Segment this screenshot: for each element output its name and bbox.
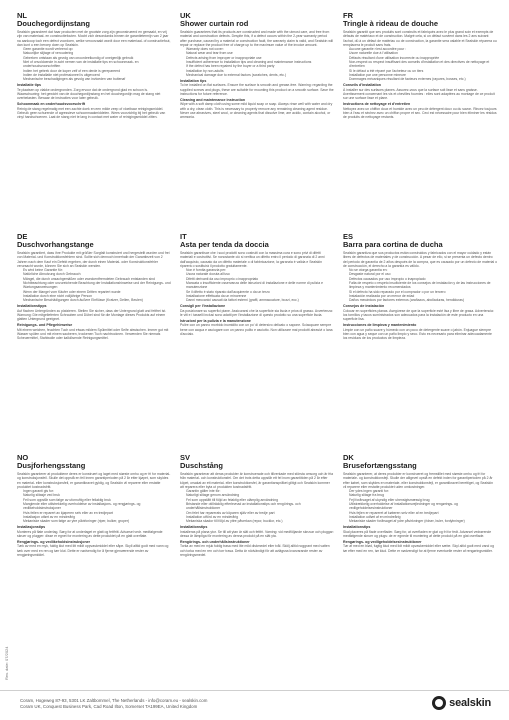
cleaning-heading: Istruzioni per la pulizia e la manutenzione — [180, 318, 251, 323]
list-item: • Mechanische beschadigingen als gevolg van invloeden van buitenaf — [23, 77, 171, 81]
list-item: • Defects arising from improper or inappropriate use — [186, 56, 334, 60]
cleaning-heading: Cleaning and maintenance instruction — [180, 97, 246, 102]
language-code: DK — [343, 454, 354, 462]
list-item: • Installation par une personne mineure — [349, 73, 497, 77]
list-item: • Usura naturale dovuta all'uso — [186, 272, 334, 276]
list-item: • No se otorga garantía en: — [349, 268, 497, 272]
cleaning-text: Torka av med en mjuk fuktig trasa med lite mild diskmedel eller tvål. Skölj alltid noggrant med vatten och torka med en ren och torr trasa. Detta är nödvändigt för att avlägsna kvarvarande rester av rengöringsmedel. — [180, 544, 330, 557]
list-item: • Garantin gäller inte för: — [186, 489, 334, 493]
list-item: • Naturlig slitage fra brug — [349, 493, 497, 497]
brand-name: sealskin — [449, 697, 491, 709]
language-code: NO — [17, 454, 29, 462]
language-code: IT — [180, 233, 187, 241]
section-title: Brusefortængsstang — [343, 461, 417, 470]
installation-text: Da posizionare su superfici piane. Assicurarsi che la superficie sia liscia e priva di grasso. Avvertenza: le viti e i tasselli inclusi sono adatti per l'installazione di questo prodotto su una superficie liscia. — [180, 308, 333, 317]
list-item: • Es wird keine Garantie für: — [23, 268, 171, 272]
list-item: • Ingen garanti gis for: — [23, 489, 171, 493]
language-code: NL — [17, 12, 27, 20]
warranty-text: Sealskin garantisce che i suoi prodotti sono costruiti con la massima cura e sono privi di difetti materiali e costruttivi. Se nonostante ciò si verifica un difetto entro il periodo di garanzia di 2 anni dall'acquisto, causato da un difetto materiale o di fabbricazione, la garanzia è valida e Sealskin riparerà o sostituirà il prodotto gratuitamente. — [180, 251, 325, 268]
installation-heading: Installationstipps — [17, 304, 47, 309]
list-item: • Si le défaut a été réparé par l'acheteur ou un tiers — [349, 69, 497, 73]
list-item: • Naturligt slitage genom användning — [186, 493, 334, 497]
list-item: • Non è fornita garanzia per: — [186, 268, 334, 272]
list-item: • Si el defecto ha sido reparado por el comprador o por un tercero — [349, 290, 497, 294]
list-item: • Indien de installatie niet professioneel is uitgevoerd — [23, 73, 171, 77]
cleaning-heading: Rengørings- og vedligeholdelsesinstruktioner — [343, 539, 422, 544]
row-1 — [17, 12, 497, 227]
installation-heading: Installationstips — [180, 525, 208, 530]
list-item: • Dommages mécaniques résultant de facteurs externes (rayures, bosses, etc.) — [349, 77, 497, 81]
installation-heading: Installation tips — [180, 78, 207, 83]
section-title: Duschstång — [180, 461, 223, 470]
warranty-text: Sealskin garantit que ses produits sont construits et fabriqués avec le plus grand soin et exempts de défauts de matériaux et de construction. Malgré cela, si un défaut survient dans les 2 ans suivant l'achat, dû à un défaut de matériau ou de construction, la garantie sera valable et Sealskin réparera ou remplacera le produit sans frais. — [343, 30, 497, 47]
list-item: • Wenn der Mangel vom Käufer oder einem Dritten repariert wurde — [23, 290, 171, 294]
language-code: DE — [17, 233, 28, 241]
list-item: • Falta de respeto o respeto insuficiente de los consejos de instalación y de las instrucciones de limpieza y mantenimiento recomendados — [349, 281, 497, 290]
list-item: • Installation durch eine nicht volljährige Person — [23, 294, 171, 298]
section-de — [17, 233, 171, 448]
language-code: UK — [180, 12, 191, 20]
list-item: • Hvis feilen er reparert av kjøperen selv eller av en tredjepart — [23, 511, 171, 515]
cleaning-heading: Rengörings- och underhållsinstruktioner — [180, 539, 250, 544]
installation-text: Colocar en superficies planas. Asegúrese de que la superficie esté lisa y libre de grasa. Advertencia: los tornillos y tacos suministrados son adecuados para la instalación de este producto en una superficie lisa. — [343, 308, 494, 322]
list-item: • Mekaniske skader forårsaget af ydre påvirkninger (ridser, buler, fordybninger) — [349, 519, 497, 523]
cleaning-text: Tør af med en blød, fugtig klud med lidt mildt opvaskemiddel eller sæbe. Skyl altid godt med vand og tør efter med en ren, tør klud. Dette er nødvendigt for at fjerne eventuelle rester af rengøringsmidler. — [343, 544, 494, 553]
section-title: Dusjforhengsstang — [17, 461, 86, 470]
warranty-exclusions — [17, 268, 171, 302]
list-item: • Fel som uppstått till följd av felaktig eller olämplig användning — [186, 498, 334, 502]
installation-heading: Consejos de instalación — [343, 304, 385, 309]
section-title: Douchegordijnstang — [17, 19, 90, 28]
list-item: • Defectos causados por uso impropio o inapropiado — [349, 277, 497, 281]
list-item: • Danni meccanici causati da fattori esterni (graffi, ammaccature, bozzi, ecc.) — [186, 298, 334, 302]
list-item: • Geen garantie wordt verleend op: — [23, 47, 171, 51]
list-item: • Non-respect ou respect insuffisant des conseils d'installation et des directives de nettoyage et d'entretien — [349, 60, 497, 69]
installation-text: Auf flachen Untergründen zu platzieren. Stellen Sie sicher, dass der Untergrund glatt und fettfrei ist. Warnung: Die mitgelieferten Schrauben und Dübel sind für die Montage dieses Produkts auf einem glatten Untergrund geeignet. — [17, 308, 167, 322]
list-item: • Desgaste natural por el uso — [349, 272, 497, 276]
installation-text: To be installed on flat surfaces. Ensure the surface is smooth and grease-free. Warning: regarding the supplied screws and plugs, these are suitable for mounting this product on a smooth surface. Save the instructions for future reference. — [180, 83, 334, 96]
section-sv — [180, 454, 334, 669]
list-item: • Aucune garantie n'est accordée pour : — [349, 47, 497, 51]
list-item: • Natuurlijke slijtage of veroudering — [23, 51, 171, 55]
warranty-text: Sealskin garantiza que sus productos están construidos y fabricados con el mayor cuidado y están libres de defectos de materiales y de construcción. A pesar de ello, si se presenta un defecto dentro del periodo de garantía de 2 años después de la compra, que es causado por un defecto de material o de construcción, el derecho a la garantía es válido. — [343, 251, 497, 268]
list-item: • Mancata o insufficiente osservanza delle istruzioni di installazione e delle norme di pulizia e manutenzione — [186, 281, 334, 290]
installation-heading: Installasjonstips — [17, 525, 46, 530]
list-item: • Niet of onvoldoende in acht nemen van de installatie tips en schoonmaak- en onderhoudsvoorschriften — [23, 60, 171, 69]
address-nl: Coram, Hogeweg 87-93, 5301 LK Zaltbommel, The Netherlands - info@coram.eu - sealskin.com — [20, 698, 208, 703]
cleaning-heading: Instrucciones de limpieza y mantenimiento — [343, 323, 417, 328]
language-code: FR — [343, 12, 353, 20]
language-code: SV — [180, 454, 191, 462]
warranty-exclusions — [343, 47, 497, 81]
warranty-exclusions — [17, 47, 171, 81]
list-item: • Natürliche Abnutzung durch Gebrauch — [23, 272, 171, 276]
address-uk: Coram UK, Conquest Business Park, Cad Road Ilton, Somerset TA199EA, United Kingdom — [20, 704, 198, 709]
list-item: • Utilstrækkelig overholdelse af installationsvejledninger og rengørings- og vedligeholdelsesinstruktioner — [349, 502, 497, 511]
warranty-text: Sealskin garandeert dat haar producten met de grootste zorg zijn geconstrueerd en gemaakt, en vrij zijn van materiaal- en constructiefouten. Mocht zich desondanks binnen de garantietermijn van 2 jaar na aankoop toch een defect voordoen, welke veroorzaakt wordt door een materiaal- of constructiefout, dan kunt u een beroep doen op Sealskin. — [17, 30, 171, 47]
list-item: • Mechanische Beschädigungen durch äußere Einflüsse (Kratzer, Dellen, Beulen) — [23, 298, 171, 302]
section-fr — [343, 12, 497, 227]
warranty-exclusions — [343, 268, 497, 302]
warranty-text: Sealskin garantiert, dass ihre Produkte mit größter Sorgfalt konstruiert und hergestellt wurden und frei von Material- und Konstruktionsfehlern sind. Sollte sich dennoch innerhalb der Garantiezeit von 2 Jahren nach dem Kauf ein Defekt ergeben, der durch einen Material- oder Konstruktionsfehler verursacht wurde, können Sie sich an Sealskin wenden. — [17, 251, 170, 268]
warranty-exclusions — [180, 47, 334, 77]
list-item: • Se il difetto è stato riparato dall'acquirente o da un terzo — [186, 290, 334, 294]
section-it — [180, 233, 334, 448]
warranty-exclusions — [17, 489, 171, 523]
cleaning-heading: Schoonmaak en onderhoudsvoorschrift — [17, 102, 86, 107]
footer — [0, 690, 509, 720]
list-item: • Bristande eller otillräcklig efterlevnad av installationstips och rengörings- och underhållsinstruktioner — [186, 502, 334, 511]
list-item: • Der ydes ingen garanti for: — [349, 489, 497, 493]
installation-text: Monteres på flate underlag. Sørg for at underlaget er glatt og fettfritt. Advarsel vedr. medfølgende skruer og plugger: disse er egnet for montering av dette produktet på en glatt overflate. — [17, 529, 163, 538]
section-uk — [180, 12, 334, 227]
list-item: • Installation utförd av en minderårig — [186, 515, 334, 519]
footer-divider — [0, 690, 509, 691]
list-item: • Daños mecánicos por factores externos (arañazos, abolladuras, hendiduras) — [349, 298, 497, 302]
list-item: • Installation by non-adults — [186, 69, 334, 73]
installation-text: Skal placeres på flade overflader. Sørg for, at overfladen er glat og fri for fedt. Advarsel vedrørende medfølgende skruer og plugs: de er egnede til montering af dette produkt på en glat overflade. — [343, 529, 492, 538]
section-title: Asta per tenda da doccia — [180, 240, 269, 249]
list-item: • Natural wear and tear from use — [186, 51, 334, 55]
list-item: • Installazione effettuata da un minorenne — [186, 294, 334, 298]
footer-addresses — [20, 698, 207, 710]
warranty-exclusions — [180, 268, 334, 302]
installation-heading: Consigli per l'installazione — [180, 304, 226, 309]
cleaning-text: Wipe with a soft damp cloth using some mild liquid soap or soap. Always rinse well with water and dry with a dry, clean cloth. This is necessary to properly remove any remaining cleaning agent residue. Never use abrasives, steel wool, or cleaning agents that dissolve lime, are acidic, contain alcohol, or ammonia. — [180, 102, 333, 120]
list-item: • Nichtbeachtung oder unzureichende Beachtung der Installationshinweise und der Reinigungs- und Wartungsanweisungen — [23, 281, 171, 290]
list-item: • If the defect has been repaired by the buyer or a third party — [186, 64, 334, 68]
list-item: • Gebreken ontstaan als gevolg van onoordeelkundig of oneigenlijk gebruik — [23, 56, 171, 60]
list-item: • Hvis fejlen er repareret af køberen selv eller af en tredjepart — [349, 511, 497, 515]
row-2 — [17, 233, 497, 448]
section-title: Duschvorhangstange — [17, 240, 94, 249]
cleaning-text: Reinig de stang regelmatig met een zachte doek en een milde zeep of vloeibaar reinigingsmiddel. Gebruik geen schurende of agressieve schoonmaakmiddelen. Wees voorzichtig bij het gebruik van vinyl handschoenen. Laat de stang niet te lang in contact met water of reinigingsmiddel zitten. — [17, 106, 166, 120]
warranty-exclusions — [343, 489, 497, 523]
list-item: • Insufficient adherence to installation tips and cleaning and maintenance instructions — [186, 60, 334, 64]
section-title: Shower curtain rod — [180, 19, 249, 28]
warranty-exclusions — [180, 489, 334, 523]
warranty-text: Sealskin guarantees that its products are constructed and made with the utmost care, and free from material and construction defects. Despite this, if a defect occurs within the 2-year warranty period after purchase, caused by a material or construction fault, the warranty claim is valid, and Sealskin will repair or replace the product free of charge up to the maximum value of the invoice amount. — [180, 30, 334, 47]
list-item: • Indien het gebrek door de koper zelf of een derde is gerepareerd — [23, 69, 171, 73]
list-item: • Usure naturelle due à l'utilisation — [349, 51, 497, 55]
warranty-text: Sealskin garanterar att deras produkter är konstruerade och tillverkade med största omsorg och är fria från material- och konstruktionsfel. Om det trots detta uppstår ett fel inom garantitiden på 2 år efter köpet, orsakat av ett material- eller konstruktionsfel, är garantianspråket giltigt och Sealskin kommer att reparera eller byta ut produkten kostnadsfritt. — [180, 472, 334, 489]
list-item: • Fejl forårsaget af ukyndig eller uhensigtsmæssig brug — [349, 498, 497, 502]
list-item: • Mängel, die durch unsachgemäßen oder zweckentfremdeten Gebrauch entstanden sind — [23, 277, 171, 281]
cleaning-text: Limpie con un paño suave y húmedo con un poco de detergente suave o jabón. Enjuague siempre bien con agua y seque con un paño limpio y seco. Esto es necesario para eliminar adecuadamente los residuos de los productos de limpieza. — [343, 327, 492, 341]
list-item: • Feil som oppstår som følge av ufornuftig eller feilaktig bruk — [23, 498, 171, 502]
section-dk — [343, 454, 497, 669]
warranty-text: Sealskin garanterer at produktene deres er konstruert og laget med største omhu og er fri for material- og konstruksjonsfeil. Skulle det oppstå en feil innen garantiperioden på 2 år etter kjøpet, som skyldes en material- eller konstruksjonsfeil, er garantikravet gyldig, og Sealskin vil reparere eller erstatte produktet kostnadsfritt. — [17, 472, 171, 489]
list-item: • Om felet har reparerats av köparen själv eller av tredje part — [186, 511, 334, 515]
warranty-text: Sealskin garanterer, at deres produkter er konstrueret og fremstillet med største omhu og fri for materiale- og konstruktionsfejl. Skulle der alligevel opstå en defekt inden for garantiperioden på 2 år efter købet, som skyldes en materiale- eller konstruktionsfejl, er garantikravet berettiget, og Sealskin vil reparere eller erstatte produktet uden omkostninger. — [343, 472, 494, 489]
sealskin-logo-icon — [432, 696, 446, 710]
language-code: ES — [343, 233, 354, 241]
installation-heading: Installatie tips — [17, 83, 41, 88]
section-title: Tringle à rideau de douche — [343, 19, 439, 28]
installation-text: Installeras på plana ytor. Se till att ytan är slät och fettfri. Varning: vid medföljande skruvar och pluggar: dessa är lämpliga för montering av denna produkt på en slät yta. — [180, 529, 334, 538]
revision-date: Rev. date: 07/2024 — [4, 646, 9, 680]
cleaning-text: Tørk av med en myk, fuktig klut med litt mildt oppvaskmiddel eller såpe. Skyll alltid godt med vann og tørk over med en ren og tørr klut. Dette er nødvendig for å fjerne gjenværende rester av rengjøringsmiddel. — [17, 544, 169, 557]
list-item: • Installation udført af en mindreårig — [349, 515, 497, 519]
cleaning-heading: Reinigungs- und Pflegehinweise — [17, 323, 73, 328]
section-nl — [17, 12, 171, 227]
section-es — [343, 233, 497, 448]
list-item: • Défauts résultant d'une utilisation incorrecte ou inappropriée — [349, 56, 497, 60]
section-title: Barra para cortina de ducha — [343, 240, 443, 249]
installation-heading: Installationstips — [343, 525, 371, 530]
list-item: • Difetti derivanti da uso improprio o inappropriato — [186, 277, 334, 281]
brand-logo — [432, 696, 491, 710]
section-no — [17, 454, 171, 669]
cleaning-text: Nettoyez avec un chiffon doux et humide avec un peu de détergent doux ou du savon. Rincez toujours bien à l'eau et séchez avec un chiffon propre et sec. Ceci est nécessaire pour bien éliminer les résidus de produits de nettoyage restants. — [343, 106, 497, 120]
row-3 — [17, 454, 497, 669]
language-grid — [17, 12, 497, 669]
list-item: • Mekaniska skador till följd av yttre påverkan (repor, bucklor, etc.) — [186, 519, 334, 523]
installation-heading: Conseils d'installation — [343, 83, 381, 88]
cleaning-text: Pulire con un panno morbido inumidito con un po' di detersivo delicato o sapone. Sciacquare sempre bene con acqua e asciugare con un panno pulito e asciutto. Non utilizzare mai prodotti abrasivi o lana d'acciaio. — [180, 323, 333, 336]
cleaning-heading: Rengjørings- og vedlikeholdsinstruksjoner — [17, 539, 91, 544]
cleaning-text: Mit einem weichen, feuchten Tuch und etwas mildem Spülmittel oder Seife abwischen. Immer gut mit Wasser spülen und mit einem sauberen, trockenen Tuch nachtrocknen. Verwenden Sie niemals Scheuermittel, Stahlwolle oder kalklösende Reinigungsmittel. — [17, 327, 169, 341]
list-item: • Installasjon utført av en mindreårig — [23, 515, 171, 519]
cleaning-heading: Instructions de nettoyage et d'entretien — [343, 102, 411, 107]
list-item: • Manglende eller utilstrekkelig overholdelse av installasjons- og rengjørings- og vedlikeholdsinstruksjoner — [23, 502, 171, 511]
list-item: • Instalación realizada por un menor de edad — [349, 294, 497, 298]
list-item: • Mekaniske skader som følge av ytre påvirkninger (riper, bulker, groper) — [23, 519, 171, 523]
list-item: • Mechanical damage due to external factors (scratches, dents, etc.) — [186, 73, 334, 77]
list-item: • Naturlig slitasje ved bruk — [23, 493, 171, 497]
installation-text: À installer sur des surfaces planes. Assurez-vous que la surface soit lisse et sans graisse. Avertissement concernant les vis et chevilles fournies : elles sont adaptées au montage de ce produit sur une surface lisse et plane. — [343, 87, 495, 101]
installation-text: Te plaatsen op vlakke ondergronden. Zorg ervoor dat de ondergrond glad en schoon is. Waarschuwing: het gewicht van de douchegordijnstang en het douchegordijn mag de stang niet overbelasten. Bewaar de instructies voor later gebruik. — [17, 87, 161, 101]
list-item: • Warranty does not cover: — [186, 47, 334, 51]
